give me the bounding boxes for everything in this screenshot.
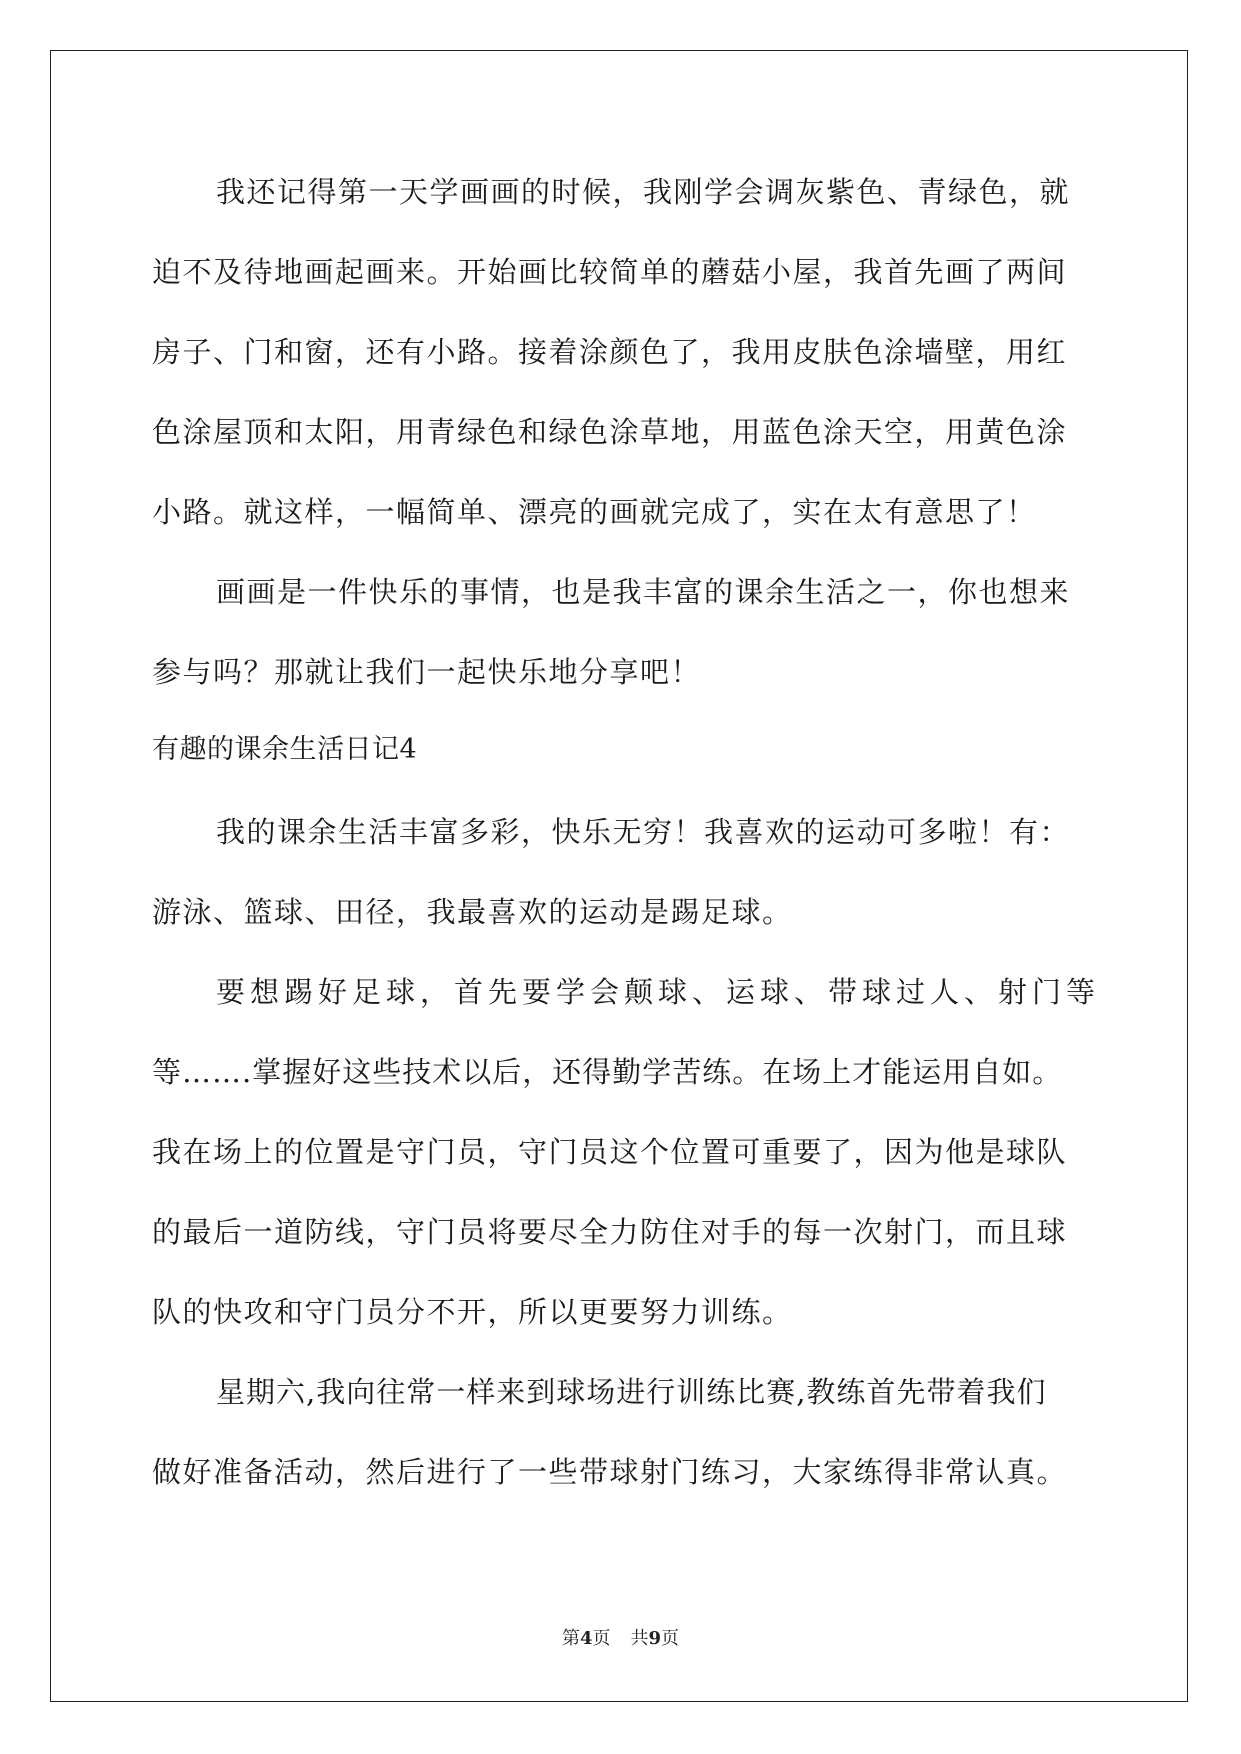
paragraph-line: 等…….掌握好这些技术以后，还得勤学苦练。在场上才能运用自如。 bbox=[152, 1055, 1063, 1089]
page-number: 4 bbox=[579, 1628, 593, 1649]
paragraph-line: 的最后一道防线，守门员将要尽全力防住对手的每一次射门，而且球 bbox=[152, 1215, 1068, 1249]
paragraph-line: 做好准备活动，然后进行了一些带球射门练习，大家练得非常认真。 bbox=[152, 1455, 1068, 1489]
paragraph-line: 要想踢好足球，首先要学会颠球、运球、带球过人、射门等 bbox=[216, 975, 1101, 1009]
paragraph-line: 我的课余生活丰富多彩，快乐无穷！我喜欢的运动可多啦！有： bbox=[216, 815, 1071, 849]
paragraph-line: 星期六,我向往常一样来到球场进行训练比赛,教练首先带着我们 bbox=[216, 1375, 1047, 1409]
paragraph-line: 房子、门和窗，还有小路。接着涂颜色了，我用皮肤色涂墙壁，用红 bbox=[152, 335, 1068, 369]
page-footer bbox=[0, 1624, 1241, 1650]
paragraph-line: 游泳、篮球、田径，我最喜欢的运动是踢足球。 bbox=[152, 895, 793, 929]
paragraph-line: 迫不及待地画起画来。开始画比较简单的蘑菇小屋，我首先画了两间 bbox=[152, 255, 1068, 289]
paragraph-line: 画画是一件快乐的事情，也是我丰富的课余生活之一，你也想来 bbox=[216, 575, 1071, 609]
paragraph-line: 小路。就这样，一幅简单、漂亮的画就完成了，实在太有意思了！ bbox=[152, 495, 1037, 529]
total-label-prefix: 共 bbox=[630, 1628, 649, 1649]
total-pages: 9 bbox=[648, 1628, 662, 1649]
page-label-prefix: 第 bbox=[561, 1628, 580, 1649]
paragraph-line: 色涂屋顶和太阳，用青绿色和绿色涂草地，用蓝色涂天空，用黄色涂 bbox=[152, 415, 1068, 449]
section-heading: 有趣的课余生活日记4 bbox=[152, 734, 418, 765]
paragraph-line: 参与吗？那就让我们一起快乐地分享吧！ bbox=[152, 655, 702, 689]
paragraph-line: 队的快攻和守门员分不开，所以更要努力训练。 bbox=[152, 1295, 793, 1329]
paragraph-line: 我还记得第一天学画画的时候，我刚学会调灰紫色、青绿色，就 bbox=[216, 175, 1071, 209]
total-label-suffix: 页 bbox=[661, 1628, 680, 1649]
page-label-suffix: 页 bbox=[592, 1628, 611, 1649]
paragraph-line: 我在场上的位置是守门员，守门员这个位置可重要了，因为他是球队 bbox=[152, 1135, 1068, 1169]
